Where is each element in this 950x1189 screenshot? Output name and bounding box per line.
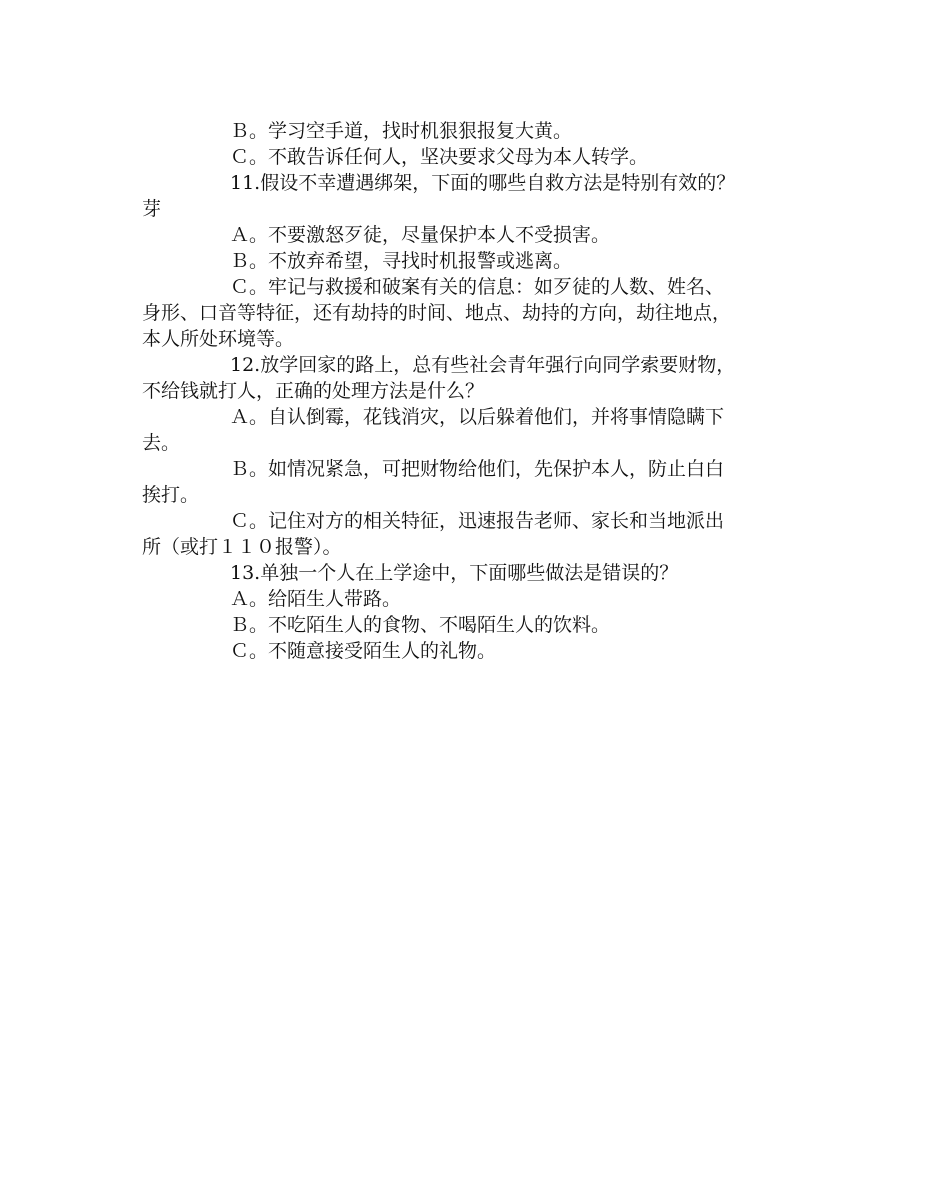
option-a-line: Ａ。不要激怒歹徒，尽量保护本人不受损害。 xyxy=(230,224,611,246)
option-b-line: Ｂ。如情况紧急，可把财物给他们，先保护本人，防止白白 xyxy=(230,458,725,480)
text-line: 去。 xyxy=(142,432,181,454)
option-b-line: Ｂ。学习空手道，找时机狠狠报复大黄。 xyxy=(230,120,573,142)
text-line: 芽 xyxy=(142,198,162,220)
option-c-line: Ｃ。记住对方的相关特征，迅速报告老师、家长和当地派出 xyxy=(230,510,725,532)
question-12: 12.放学回家的路上，总有些社会青年强行向同学索要财物， xyxy=(230,354,736,376)
option-c-line: Ｃ。不随意接受陌生人的礼物。 xyxy=(230,640,497,662)
option-c-line: Ｃ。牢记与救援和破案有关的信息：如歹徒的人数、姓名、 xyxy=(230,276,725,298)
text-line: 挨打。 xyxy=(142,484,200,506)
option-a-line: Ａ。给陌生人带路。 xyxy=(230,588,402,610)
option-b-line: Ｂ。不放弃希望，寻找时机报警或逃离。 xyxy=(230,250,573,272)
document-body xyxy=(142,118,832,664)
question-13: 13.单独一个人在上学途中，下面哪些做法是错误的？ xyxy=(230,562,679,584)
text-line: 所（或打１１０报警）。 xyxy=(142,536,342,558)
option-a-line: Ａ。自认倒霉，花钱消灾，以后躲着他们，并将事情隐瞒下 xyxy=(230,406,725,428)
text-line: 本人所处环境等。 xyxy=(142,328,295,350)
option-c-line: Ｃ。不敢告诉任何人，坚决要求父母为本人转学。 xyxy=(230,146,649,168)
text-line: 身形、口音等特征，还有劫持的时间、地点、劫持的方向，劫往地点， xyxy=(142,302,732,324)
question-11: 11.假设不幸遭遇绑架，下面的哪些自救方法是特别有效的？ xyxy=(230,172,736,194)
text-line: 不给钱就打人，正确的处理方法是什么？ xyxy=(142,380,485,402)
option-b-line: Ｂ。不吃陌生人的食物、不喝陌生人的饮料。 xyxy=(230,614,611,636)
